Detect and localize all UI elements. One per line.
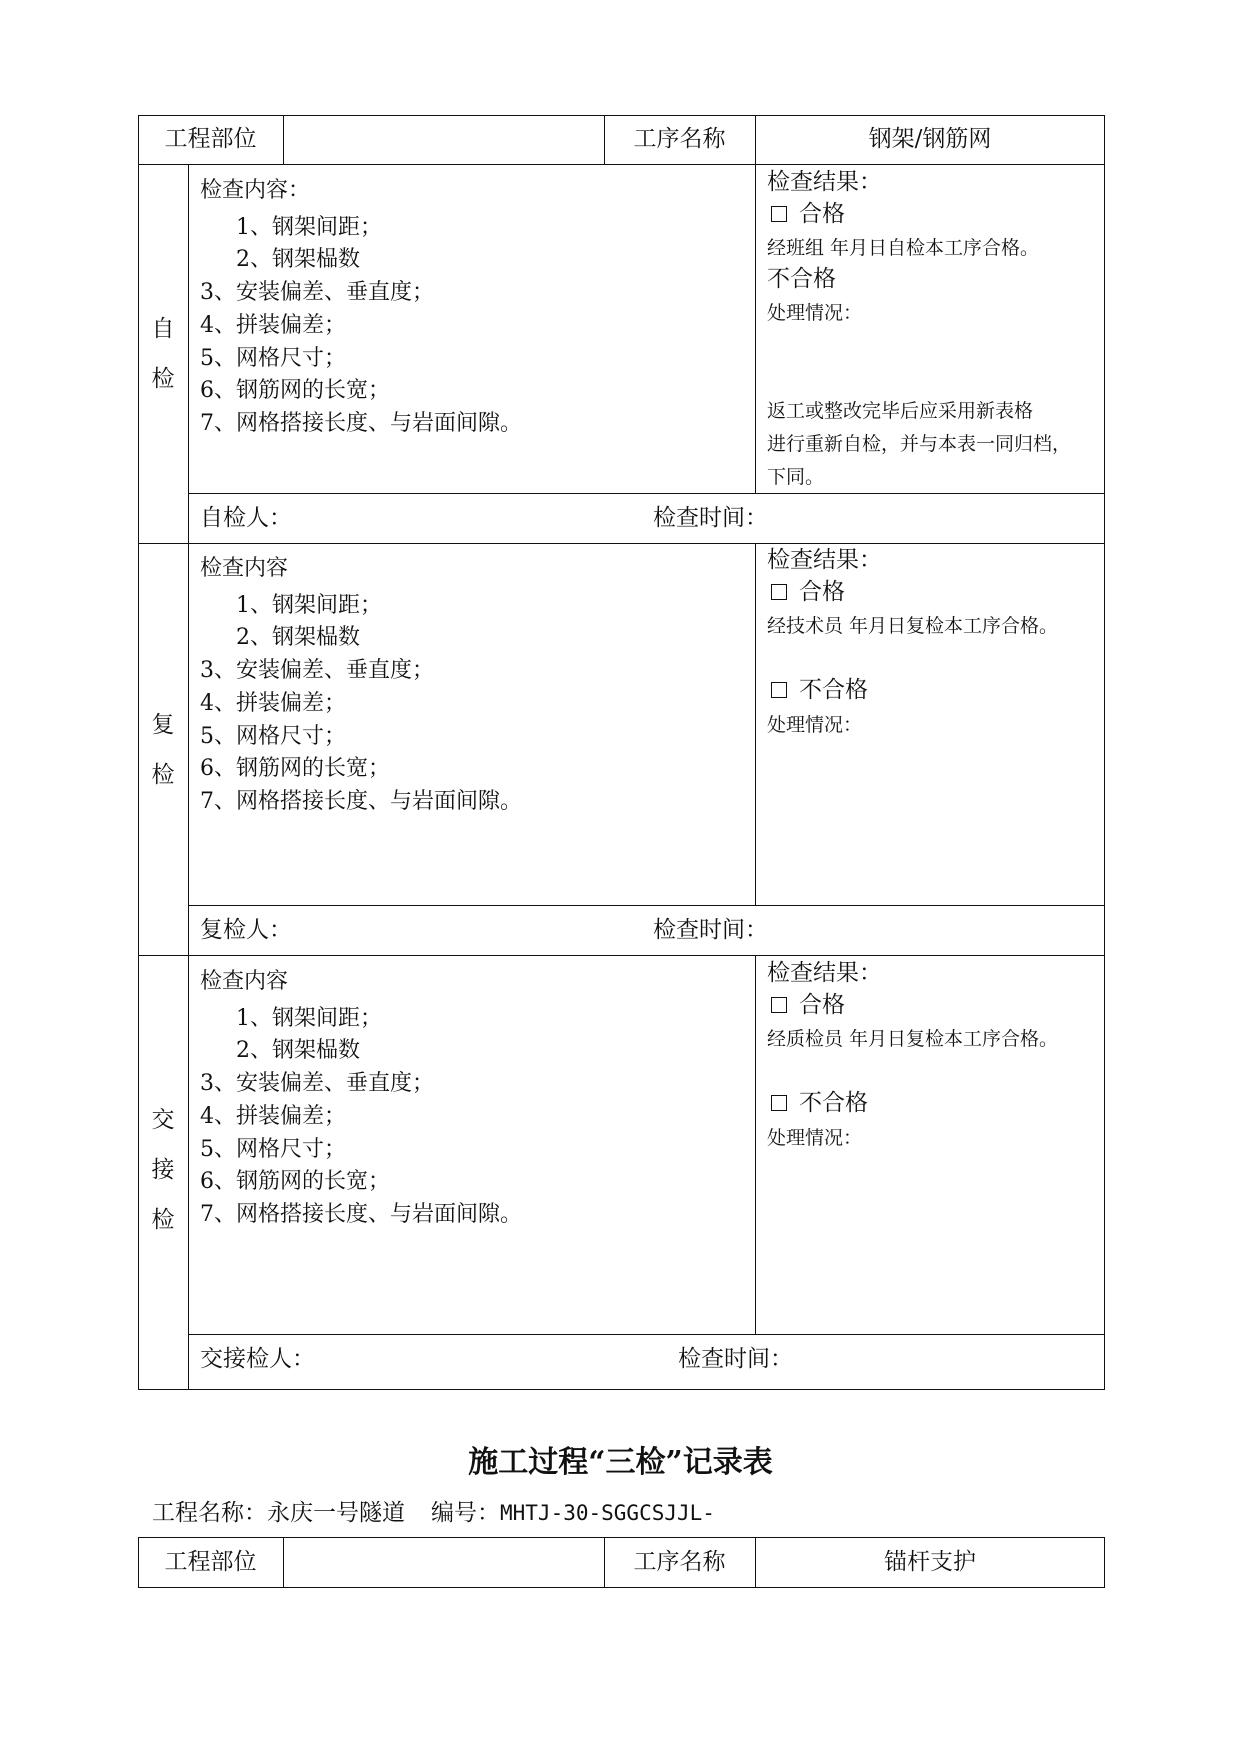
- code-label: 编号：: [431, 1500, 500, 1526]
- header-col-line: [283, 115, 284, 165]
- pass-label: 合格: [799, 201, 845, 227]
- pass-label: 合格: [799, 992, 845, 1018]
- rework-note-line: 下同。: [767, 466, 825, 488]
- check-item: 4、拼装偏差；: [200, 312, 346, 338]
- checkbox-icon[interactable]: [771, 1095, 787, 1111]
- self-check-signature-divider: [188, 493, 1105, 494]
- check-item: 2、钢架榀数: [236, 625, 360, 651]
- check-item: 6、钢筋网的长宽；: [200, 1169, 390, 1195]
- location-label: 工程部位: [164, 126, 257, 152]
- self-check-time-label: 检查时间：: [653, 505, 768, 531]
- check-item: 5、网格尺寸；: [200, 345, 346, 371]
- section-char: 检: [151, 1207, 175, 1233]
- check-item: 5、网格尺寸；: [200, 1136, 346, 1162]
- handling-label: 处理情况：: [767, 302, 863, 324]
- result-title: 检查结果：: [767, 960, 882, 986]
- fail-label: 不合格: [799, 1090, 868, 1116]
- handling-label: 处理情况：: [767, 1127, 863, 1149]
- recheck-section-label: [138, 710, 188, 790]
- self-check-section-label: [138, 314, 188, 394]
- pass-label: 合格: [799, 579, 845, 605]
- process-label: 工序名称: [633, 1549, 726, 1575]
- checkbox-icon[interactable]: [771, 682, 787, 698]
- fail-option[interactable]: [767, 1088, 868, 1118]
- process-label: 工序名称: [633, 126, 726, 152]
- section-divider: [138, 955, 1105, 956]
- code-value: MHTJ-30-SGGCSJJL-: [500, 1501, 715, 1525]
- content-result-split: [755, 543, 756, 906]
- content-title: 检查内容：: [200, 178, 311, 203]
- pass-option[interactable]: [767, 577, 845, 607]
- pass-option[interactable]: [767, 199, 845, 229]
- section-divider: [138, 543, 1105, 544]
- handover-content: [200, 966, 522, 1232]
- handover-time-label: 检查时间：: [678, 1346, 793, 1372]
- check-item: 6、钢筋网的长宽；: [200, 756, 390, 782]
- rework-note-line: 返工或整改完毕后应采用新表格: [767, 400, 1034, 422]
- check-item: 2、钢架榀数: [236, 247, 360, 273]
- label-column-line: [188, 164, 189, 1390]
- check-item: 4、拼装偏差；: [200, 1103, 346, 1129]
- process-value: 锚杆支护: [884, 1549, 976, 1575]
- pass-note: 经技术员 年月日复检本工序合格。: [767, 615, 1059, 637]
- self-check-content: [200, 175, 522, 441]
- pass-option[interactable]: [767, 990, 845, 1020]
- check-item: 3、安装偏差、垂直度；: [200, 658, 434, 684]
- recheck-content: [200, 553, 522, 819]
- check-item: 7、网格搭接长度、与岩面间隙。: [200, 1201, 522, 1227]
- content-result-split: [755, 164, 756, 494]
- pass-note: 经班组 年月日自检本工序合格。: [767, 237, 1040, 259]
- section-char: 检: [151, 366, 175, 392]
- checkbox-icon[interactable]: [771, 584, 787, 600]
- check-item: 1、钢架间距；: [236, 592, 382, 618]
- check-item: 3、安装偏差、垂直度；: [200, 280, 434, 306]
- process-value: 钢架/钢筋网: [868, 126, 992, 152]
- handover-signature-divider: [188, 1334, 1105, 1335]
- recheck-time-label: 检查时间：: [653, 917, 768, 943]
- section-char: 检: [151, 762, 175, 788]
- section-char: 交: [151, 1107, 175, 1133]
- check-item: 5、网格尺寸；: [200, 723, 346, 749]
- check-item: 1、钢架间距；: [236, 214, 382, 240]
- handling-label: 处理情况：: [767, 714, 863, 736]
- location-label: 工程部位: [164, 1549, 257, 1575]
- content-title: 检查内容: [200, 969, 289, 994]
- checkbox-icon[interactable]: [771, 997, 787, 1013]
- project-name-value: 永庆一号隧道: [267, 1500, 405, 1526]
- check-item: 4、拼装偏差；: [200, 690, 346, 716]
- project-name-label: 工程名称：: [152, 1500, 267, 1526]
- pass-note: 经质检员 年月日复检本工序合格。: [767, 1028, 1059, 1050]
- check-item: 3、安装偏差、垂直度；: [200, 1071, 434, 1097]
- handover-section-label: [138, 1105, 188, 1235]
- rework-note-line: 进行重新自检，并与本表一同归档，: [767, 433, 1072, 455]
- rechecker-label: 复检人：: [200, 917, 292, 943]
- check-item: 2、钢架榀数: [236, 1038, 360, 1064]
- section-char: 复: [151, 712, 175, 738]
- result-title: 检查结果：: [767, 547, 882, 573]
- self-checker-label: 自检人：: [200, 505, 292, 531]
- content-result-split: [755, 955, 756, 1335]
- check-item: 7、网格搭接长度、与岩面间隙。: [200, 788, 522, 814]
- check-item: 1、钢架间距；: [236, 1005, 382, 1031]
- fail-label: 不合格: [799, 677, 868, 703]
- section-char: 接: [151, 1157, 175, 1183]
- section-char: 自: [151, 316, 175, 342]
- recheck-signature-divider: [188, 905, 1105, 906]
- handover-checker-label: 交接检人：: [200, 1346, 315, 1372]
- header-col-line: [283, 1537, 284, 1588]
- fail-option[interactable]: [767, 675, 868, 705]
- result-title: 检查结果：: [767, 169, 882, 195]
- project-info-line: [152, 1498, 715, 1528]
- fail-label[interactable]: 不合格: [767, 266, 836, 292]
- check-item: 7、网格搭接长度、与岩面间隙。: [200, 410, 522, 436]
- content-title: 检查内容: [200, 556, 289, 581]
- form-title: 施工过程“三检”记录表: [468, 1445, 773, 1480]
- checkbox-icon[interactable]: [771, 206, 787, 222]
- check-item: 6、钢筋网的长宽；: [200, 378, 390, 404]
